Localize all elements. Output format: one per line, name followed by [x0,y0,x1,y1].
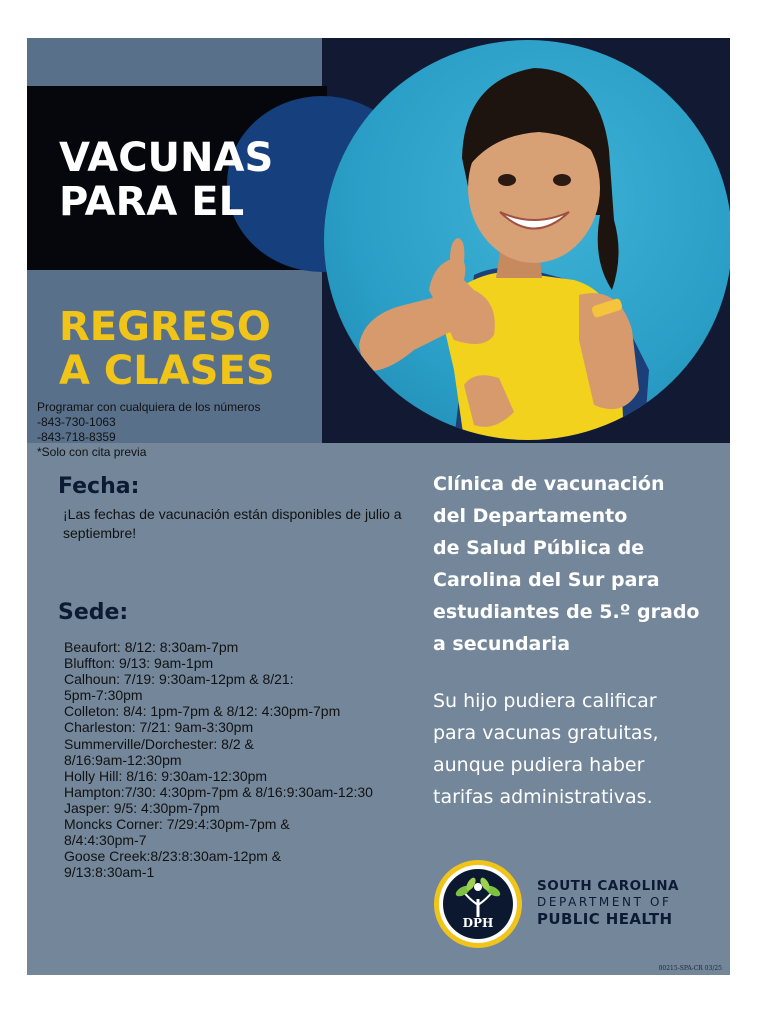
student-illustration [324,40,730,440]
fecha-text: ¡Las fechas de vacunación están disponibles de julio a septiembre! [63,506,402,541]
site-line: Summerville/Dorchester: 8/2 & [64,735,254,752]
phone-number-1: -843-730-1063 [37,415,116,429]
clinic-line: Carolina del Sur para [433,569,660,591]
schedule-info [37,400,260,460]
site-line: Moncks Corner: 7/29:4:30pm-7pm & [64,816,290,833]
site-list [64,639,373,880]
clinic-line: de Salud Pública de [433,537,645,559]
site-line: Holly Hill: 8/16: 9:30am-12:30pm [64,767,268,784]
site-line: 8/16:9am-12:30pm [64,751,182,768]
dept-line-3: PUBLIC HEALTH [537,910,673,928]
site-line: 9/13:8:30am-1 [64,864,155,881]
department-name [537,878,679,928]
site-line: 5pm-7:30pm [64,687,143,704]
clinic-line: Clínica de vacunación [433,473,665,495]
clinic-line: estudiantes de 5.º grado [433,601,700,623]
headline-line-3: REGRESO [59,304,271,350]
appointment-note: *Solo con cita previa [37,445,147,459]
dept-line-2: DEPARTMENT OF [537,895,672,909]
eligibility-line: para vacunas gratuitas, [433,722,659,744]
eligibility-line: aunque pudiera haber [433,754,645,776]
site-line: Colleton: 8/4: 1pm-7pm & 8/12: 4:30pm-7pm [64,703,341,720]
site-line: 8/4:4:30pm-7 [64,832,147,849]
eligibility-line: tarifas administrativas. [433,786,653,808]
eligibility-text [433,685,723,813]
site-line: Beaufort: 8/12: 8:30am-7pm [64,639,239,655]
logo-text: DPH [462,916,494,930]
site-line: Goose Creek:8/23:8:30am-12pm & [64,848,282,865]
clinic-line: a secundaria [433,633,571,655]
headline-white [59,136,273,224]
clinic-line: del Departamento [433,505,628,527]
headline-line-2: PARA EL [59,179,245,225]
site-line: Charleston: 7/21: 9am-3:30pm [64,719,254,736]
fecha-heading: Fecha: [58,474,140,499]
dph-logo [434,860,522,948]
phone-number-2: -843-718-8359 [37,430,116,444]
eligibility-line: Su hijo pudiera calificar [433,690,657,712]
headline-line-4: A CLASES [59,348,275,394]
flyer [27,38,730,975]
headline-yellow [59,305,275,393]
headline-line-1: VACUNAS [59,135,274,181]
sede-heading: Sede: [58,600,129,625]
schedule-intro: Programar con cualquiera de los números [37,400,261,414]
site-line: Jasper: 9/5: 4:30pm-7pm [64,799,220,816]
dept-line-1: SOUTH CAROLINA [537,878,679,894]
site-line: Calhoun: 7/19: 9:30am-12pm & 8/21: [64,671,294,688]
site-line: Hampton:7/30: 4:30pm-7pm & 8/16:9:30am-12:30 [64,783,373,800]
site-line: Bluffton: 9/13: 9am-1pm [64,655,214,672]
form-code: 00215-SPA-CR 03/25 [658,965,722,972]
clinic-description [433,468,723,660]
student-photo [324,40,730,440]
